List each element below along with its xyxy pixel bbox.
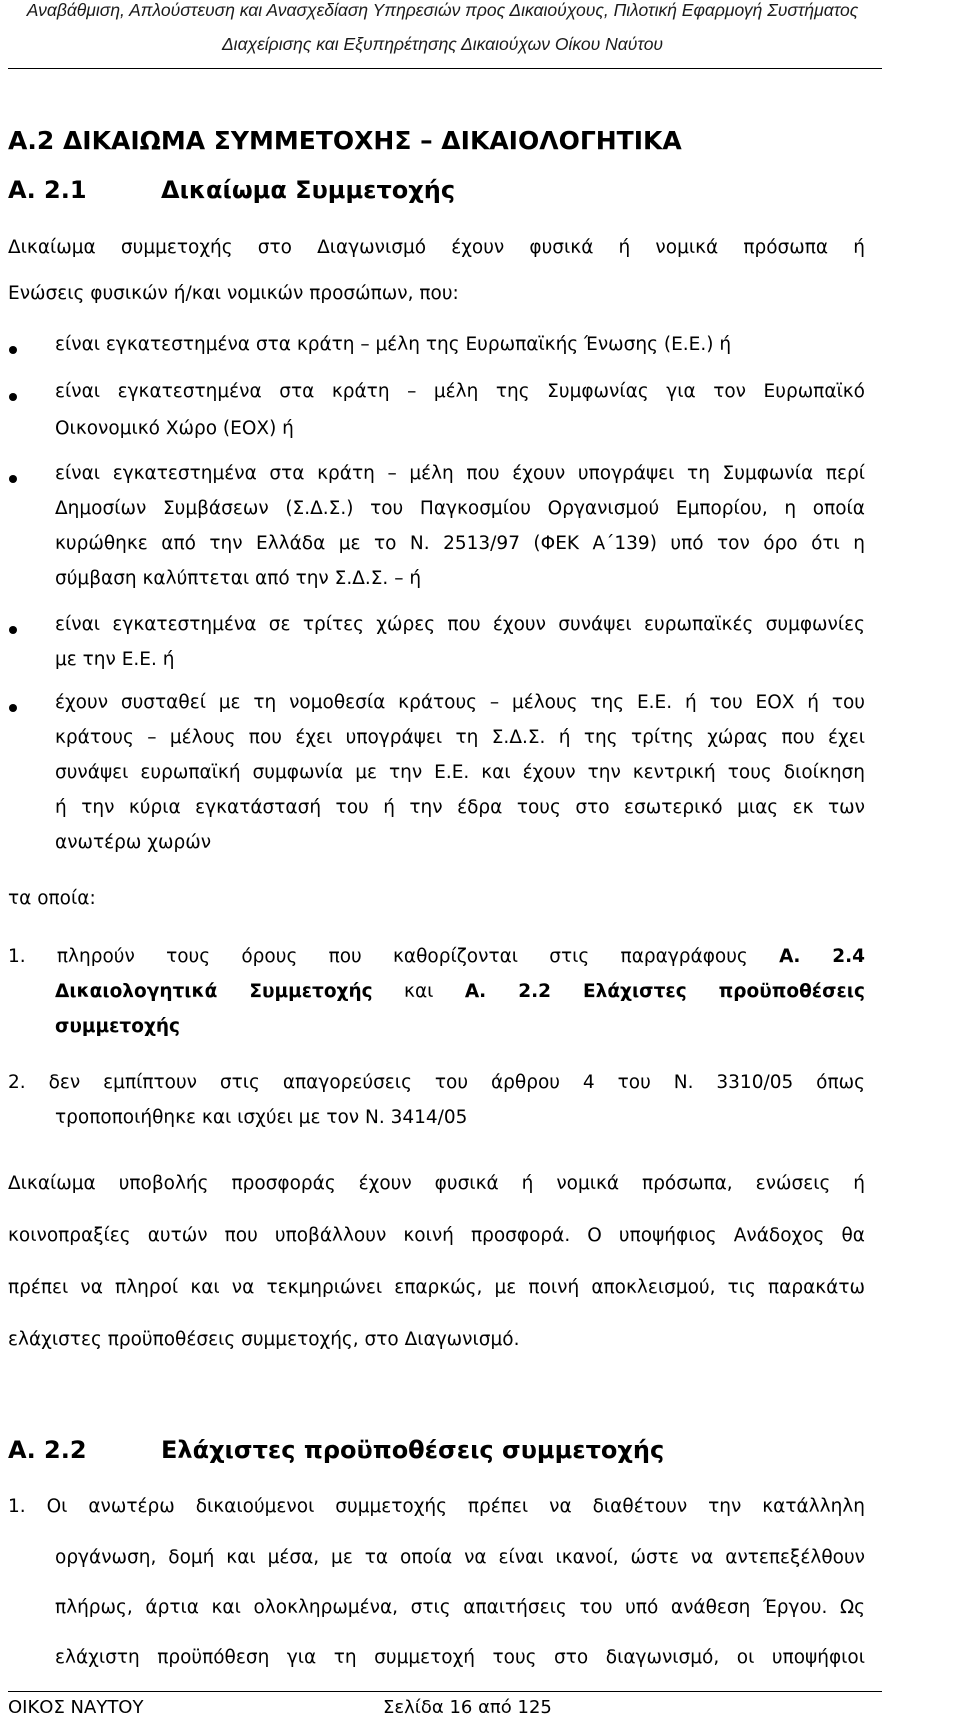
min-req-line-3: πλήρως, άρτια και ολοκληρωμένα, στις απαιτήσεις του υπό ανάθεση Έργου. Ως bbox=[55, 1597, 865, 1618]
bullet-3-line-3: κυρώθηκε από την Ελλάδα με το Ν. 2513/97 (ΦΕΚ Α΄139) υπό τον όρο ότι η bbox=[55, 533, 865, 554]
bullet-4-line-2: με την Ε.Ε. ή bbox=[55, 649, 175, 670]
numbered-item-1-line-3 bbox=[55, 1016, 865, 1037]
bullet-marker bbox=[9, 626, 17, 634]
subsection-heading-2-1 bbox=[8, 176, 455, 204]
numbered-item-2-line-2: τροποποιήθηκε και ισχύει με τον Ν. 3414/05 bbox=[55, 1107, 468, 1128]
bullet-5-line-4: ή την κύρια εγκατάστασή του ή την έδρα τους στο εσωτερικό μιας εκ των bbox=[55, 797, 865, 818]
bullet-marker bbox=[9, 346, 17, 354]
item-1-ref-b-cont: συμμετοχής bbox=[55, 1016, 181, 1037]
bullet-2-line-2: Οικονομικό Χώρο (ΕΟΧ) ή bbox=[55, 418, 294, 439]
intro-line-2: Ενώσεις φυσικών ή/και νομικών προσώπων, που: bbox=[8, 283, 459, 304]
numbered-item-1-line-2 bbox=[55, 981, 865, 1002]
item-1-ref-a: Α. 2.4 bbox=[779, 946, 866, 967]
running-header-line-2: Διαχείρισης και Εξυπηρέτησης Δικαιούχων Οίκου Ναύτου bbox=[221, 34, 664, 54]
subsection-title: Δικαίωμα Συμμετοχής bbox=[161, 176, 456, 204]
footer-page-number: Σελίδα 16 από 125 bbox=[383, 1697, 552, 1718]
running-header-line-1: Αναβάθμιση, Απλούστευση και Ανασχεδίαση Υπηρεσιών προς Δικαιούχους, Πιλοτική Εφαρμογή Συστήματος bbox=[26, 0, 859, 20]
intro-line-1: Δικαίωμα συμμετοχής στο Διαγωνισμό έχουν φυσικά ή νομικά πρόσωπα ή bbox=[8, 237, 865, 258]
item-1-and: και bbox=[372, 981, 465, 1002]
section-heading: Α.2 ΔΙΚΑΙΩΜΑ ΣΥΜΜΕΤΟΧΗΣ – ΔΙΚΑΙΟΛΟΓΗΤΙΚΑ bbox=[8, 126, 682, 155]
footer-organization: ΟΙΚΟΣ ΝΑΥΤΟΥ bbox=[8, 1697, 144, 1718]
paragraph-line-3: πρέπει να πληροί και να τεκμηριώνει επαρκώς, με ποινή αποκλεισμού, τις παρακάτω bbox=[8, 1277, 865, 1298]
min-req-line-1: 1. Οι ανωτέρω δικαιούμενοι συμμετοχής πρέπει να διαθέτουν την κατάλληλη bbox=[8, 1496, 865, 1517]
bullet-3-line-1: είναι εγκατεστημένα στα κράτη – μέλη που έχουν υπογράψει τη Συμφωνία περί bbox=[55, 463, 865, 484]
bullet-1-line-1: είναι εγκατεστημένα στα κράτη – μέλη της Ευρωπαϊκής Ένωσης (Ε.Ε.) ή bbox=[55, 334, 732, 355]
bullet-3-line-2: Δημοσίων Συμβάσεων (Σ.Δ.Σ.) του Παγκοσμίου Οργανισμού Εμπορίου, η οποία bbox=[55, 498, 865, 519]
subsection-number: Α. 2.1 bbox=[8, 176, 87, 204]
footer-divider bbox=[8, 1691, 882, 1692]
paragraph-line-1: Δικαίωμα υποβολής προσφοράς έχουν φυσικά ή νομικά πρόσωπα, ενώσεις ή bbox=[8, 1173, 865, 1194]
bullet-marker bbox=[9, 475, 17, 483]
paragraph-line-2: κοινοπραξίες αυτών που υποβάλλουν κοινή προσφορά. Ο υποψήφιος Ανάδοχος θα bbox=[8, 1225, 865, 1246]
numbered-item-1-line-1 bbox=[8, 946, 865, 967]
bullet-marker bbox=[9, 393, 17, 401]
subsection-number: Α. 2.2 bbox=[8, 1436, 87, 1464]
bullet-5-line-1: έχουν συσταθεί με τη νομοθεσία κράτους – μέλους της Ε.Ε. ή του ΕΟΧ ή του bbox=[55, 692, 865, 713]
min-req-line-4: ελάχιστη προϋπόθεση για τη συμμετοχή τους στο διαγωνισμό, οι υποψήφιοι bbox=[55, 1647, 865, 1668]
min-req-line-2: οργάνωση, δομή και μέσα, με τα οποία να είναι ικανοί, ώστε να αντεπεξέλθουν bbox=[55, 1547, 865, 1568]
numbered-item-2-line-1: 2. δεν εμπίπτουν στις απαγορεύσεις του άρθρου 4 του Ν. 3310/05 όπως bbox=[8, 1072, 865, 1093]
bullet-3-line-4: σύμβαση καλύπτεται από την Σ.Δ.Σ. – ή bbox=[55, 568, 422, 589]
item-1-lead: 1. πληρούν τους όρους που καθορίζονται στις παραγράφους bbox=[8, 946, 780, 967]
bullet-5-line-2: κράτους – μέλους που έχει υπογράψει τη Σ.Δ.Σ. ή της τρίτης χώρας που έχει bbox=[55, 727, 865, 748]
bullet-4-line-1: είναι εγκατεστημένα σε τρίτες χώρες που έχουν συνάψει ευρωπαϊκές συμφωνίες bbox=[55, 614, 865, 635]
bullet-5-line-3: συνάψει ευρωπαϊκή συμφωνία με την Ε.Ε. και έχουν την κεντρική τους διοίκηση bbox=[55, 762, 865, 783]
subsection-title: Ελάχιστες προϋποθέσεις συμμετοχής bbox=[161, 1436, 665, 1464]
subsection-heading-2-2 bbox=[8, 1436, 664, 1464]
bullet-marker bbox=[9, 704, 17, 712]
bullet-5-line-5: ανωτέρω χωρών bbox=[55, 832, 212, 853]
item-1-ref-b: Α. 2.2 Ελάχιστες προϋποθέσεις bbox=[464, 981, 865, 1002]
header-divider bbox=[8, 68, 882, 69]
bullet-2-line-1: είναι εγκατεστημένα στα κράτη – μέλη της Συμφωνίας για τον Ευρωπαϊκό bbox=[55, 381, 865, 402]
paragraph-line-4: ελάχιστες προϋποθέσεις συμμετοχής, στο Διαγωνισμό. bbox=[8, 1329, 520, 1350]
item-1-ref-a-title: Δικαιολογητικά Συμμετοχής bbox=[55, 981, 373, 1002]
which-label: τα οποία: bbox=[8, 888, 96, 909]
